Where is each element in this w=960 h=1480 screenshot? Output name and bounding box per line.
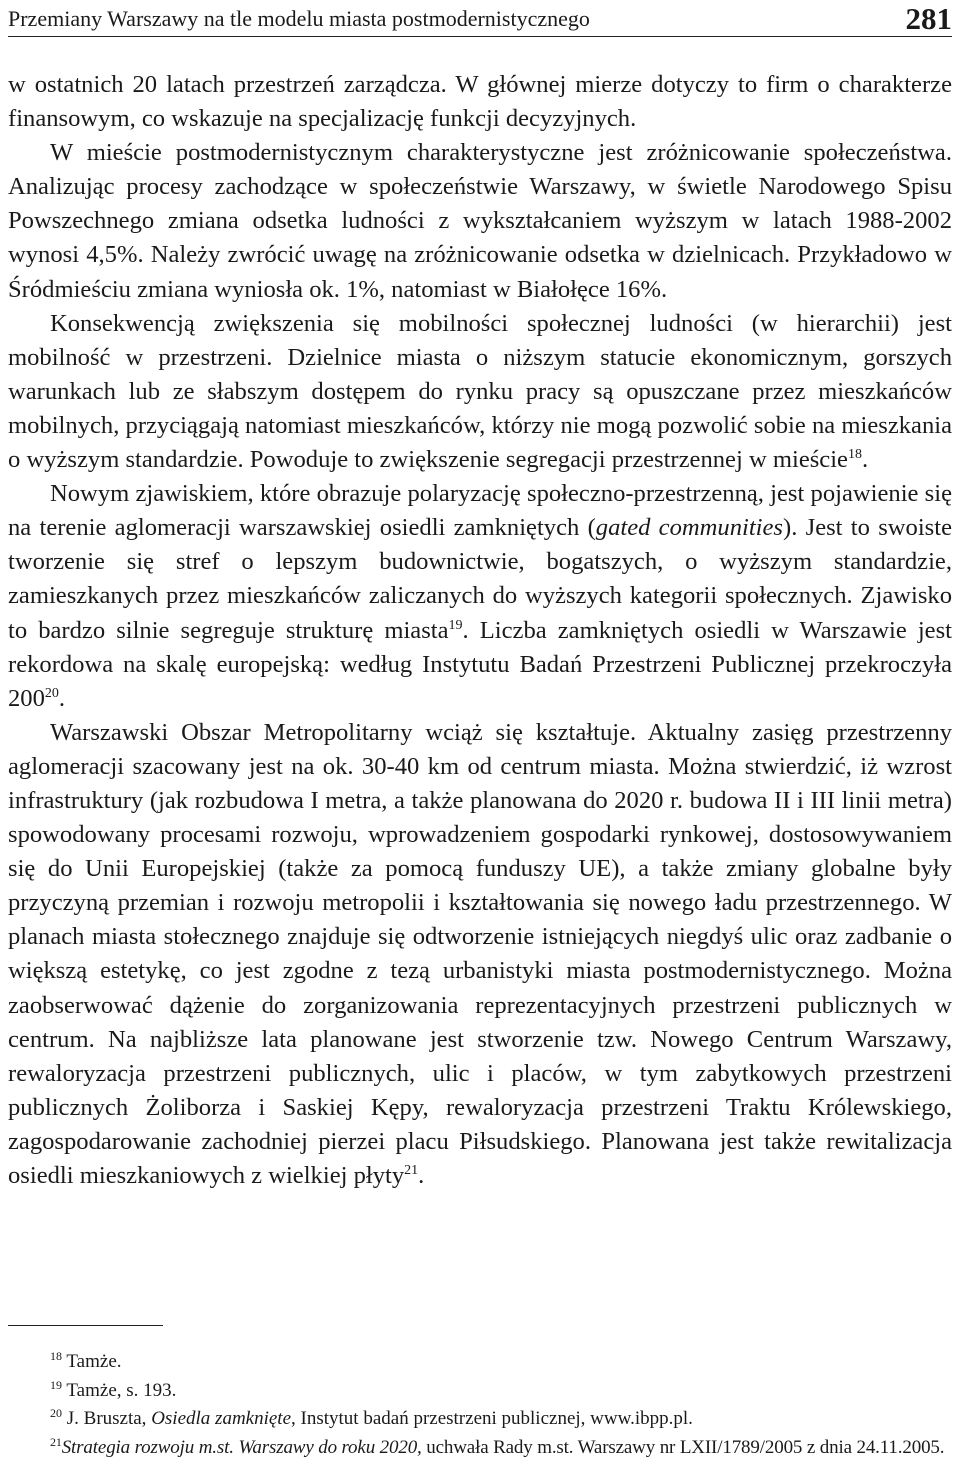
footnote-19: $^{19}$ Tamże, s. 193. [50, 1377, 177, 1401]
page-number: 281 [905, 1, 952, 36]
footnote-ref-21: 21 [404, 1163, 419, 1178]
footnote-18: $^{18}$ Tamże. [50, 1349, 122, 1372]
running-title: Przemiany Warszawy na tle modelu miasta postmodernistycznego [8, 6, 590, 31]
footnote-ref-19: 19 [448, 617, 463, 633]
italic-term: gated communities [595, 514, 783, 542]
paragraph-5: Warszawski Obszar Metropolitarny wciąż się kształtuje. Aktualny zasięg przestrzenny aglomeracji szacowany jest na ok. 30-40 km od centrum miasta. Można stwierdzić, iż wzrost infrastruktury (jak rozbudowa I metra, a także planowana do 2020 r. budowa II i III linii metra) spowodowany procesami rozwoju, wprowadzeniem gospodarki rynkowej, dostosowywaniem się do Unii Europejskiej (także za pomocą funduszy UE), a także zmiany globalne były przyczyną przemian i rozwoju metropolii i kształtowania się nowego ładu przestrzennego. W planach miasta stołecznego znajduje się odtworzenie istniejących niegdyś ulic oraz zadbanie o większą estetykę, co jest zgodne z tezą urbanistyki miasta postmodernistycznego. Można zaobserwować dążenie do zorganizowania reprezentacyjnych przestrzeni publicznych w centrum. Na najbliższe lata planowane jest stworzenie tzw. Nowego Centrum Warszawy, rewaloryzacja przestrzeni publicznych, ulic i placów, w tym zabytkowych przestrzeni publicznych Żoliborza i Saskiej Kępy, rewaloryzacja przestrzeni Traktu Królewskiego, zagospodarowanie zachodniej pierzei placu Piłsudskiego. Planowana jest także rewitalizacja osiedli mieszkaniowych z wielkiej płyty$^{21}$. [8, 718, 952, 1189]
footnote-20: $^{20}$ J. Bruszta, Osiedla zamknięte, Instytut badań przestrzeni publicznej, www.ibpp.pl. [50, 1406, 693, 1429]
paragraph-1: w ostatnich 20 latach przestrzeń zarządcza. W głównej mierze dotyczy to firm o charakterze finansowym, co wskazuje na specjalizację funkcji decyzyjnych. [8, 71, 952, 133]
paragraph-2: W mieście postmodernistycznym charakterystyczne jest zróżnicowanie społeczeństwa. Analizując procesy zachodzące w społeczeństwie Warszawy, w świetle Narodowego Spisu Powszechnego zmiana odsetka ludności z wykształcaniem wyższym w latach 1988-2002 wynosi 4,5%. Należy zwrócić uwagę na zróżnicowanie odsetka w dzielnicach. Przykładowo w Śródmieściu zmiana wyniosła ok. 1%, natomiast w Białołęce 16%. [8, 139, 952, 303]
footnote-ref-18: 18 [847, 447, 862, 463]
footnotes [8, 1348, 952, 1462]
paragraph-4: Nowym zjawiskiem, które obrazuje polaryzację społeczno-przestrzenną, jest pojawienie się na terenie aglomeracji warszawskiej osiedli zamkniętych (gated communities). Jest to swoiste tworzenie się stref o lepszym budownictwie, bogatszych, o wyższym standardzie, zamieszkanych przez mieszkańców zaliczanych do wyższych kategorii społecznych. Zjawisko to bardzo silnie segreguje strukturę miasta$^{19}$. Liczba zamkniętych osiedli w Warszawie jest rekordowa na skalę europejską: według Instytutu Badań Przestrzeni Publicznej przekroczyła $200^{20}$. [8, 480, 952, 712]
footnote-divider [8, 1325, 163, 1326]
paragraph-3: Konsekwencją zwiększenia się mobilności społecznej ludności (w hierarchii) jest mobilność w przestrzeni. Dzielnice miasta o niższym statucie ekonomicznym, gorszych warunkach lub ze słabszym dostępem do rynku pracy są opuszczane przez mieszkańców mobilnych, przyciągają natomiast mieszkańców, którzy nie mogą pozwolić sobie na mieszkania o wyższym standardzie. Powoduje to zwiększenie segregacji przestrzennej w mieście$^{18}$. [8, 309, 952, 474]
footnote-ref-20: 20 [44, 685, 59, 701]
running-header [8, 2, 952, 37]
main-text [8, 68, 952, 1193]
footnote-21: $^{21}$Strategia rozwoju m.st. Warszawy do roku 2020, uchwała Rady m.st. Warszawy nr LXII/1789/2005 z dnia 24.11.2005. [50, 1434, 945, 1458]
